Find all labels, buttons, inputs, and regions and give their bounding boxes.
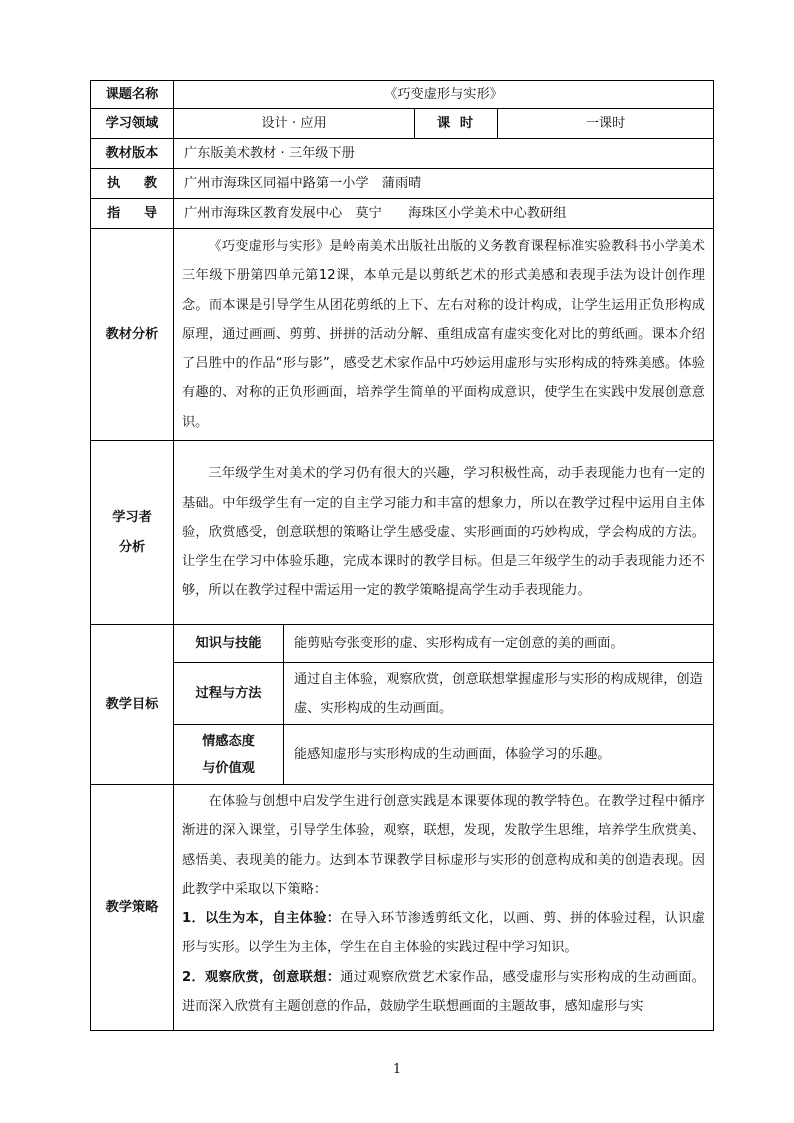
textbook-text: 《巧变虚形与实形》是岭南美术出版社出版的义务教育课程标准实验教科书小学美术三年级下册第四单元第12课，本单元是以剪纸艺术的形式美感和表现手法为设计创作理念。而本课是引导学生从团花剪纸的上下、左右对称的设计构成，让学生运用正负形构成原理，通过画画、剪剪、拼拼的活动分解、重组成富有虚实变化对比的剪纸画。课本介绍了吕胜中的作品“形与影”，感受艺术家作品中巧妙运用虚形与实形构成的特殊美感。体验有趣的、对称的正负形画面，培养学生简单的平面构成意识，使学生在实践中发展创意意识。: [182, 238, 705, 430]
row-edition: [91, 139, 714, 169]
row-goal-knowledge: [91, 625, 714, 663]
row-guide: [91, 199, 714, 229]
goal3-label: [174, 725, 284, 785]
goal2-text: 通过自主体验，观察欣赏，创意联想掌握虚形与实形的构成规律，创造虚、实形构成的生动画面。: [284, 663, 714, 725]
goal3-label-2: 与价值观: [202, 760, 255, 776]
goal3-label-1: 情感态度: [202, 733, 255, 749]
learner-label-1: 学习者: [112, 509, 152, 525]
goal1-label: 知识与技能: [174, 625, 284, 663]
row-goal-attitude: [91, 725, 714, 785]
goal2-label: 过程与方法: [174, 663, 284, 725]
goals-label: 教学目标: [91, 625, 174, 785]
teacher-value: 广州市海珠区同福中路第一小学 蒲雨晴: [174, 169, 714, 199]
goal1-text: 能剪贴夸张变形的虚、实形构成有一定创意的美的画面。: [284, 625, 714, 663]
strategy1-text: 在导入环节渗透剪纸文化，以画、剪、拼的体验过程，认识虚形与实形。以学生为主体，学生在自主体验的实践过程中学习知识。: [182, 911, 705, 956]
row-title: [91, 81, 714, 109]
edition-value: 广东版美术教材 · 三年级下册: [174, 139, 714, 169]
strategy-item-2: [182, 963, 705, 1022]
edition-label: 教材版本: [91, 139, 174, 169]
domain-value: 设计 · 应用: [174, 109, 415, 139]
goal3-text: 能感知虚形与实形构成的生动画面，体验学习的乐趣。: [284, 725, 714, 785]
strategy-cell: [174, 785, 714, 1031]
lesson-plan-table: [90, 80, 714, 1031]
strategy2-head: 2．观察欣赏，创意联想：: [182, 969, 341, 985]
learner-cell: [174, 441, 714, 625]
row-teacher: [91, 169, 714, 199]
strategy1-head: 1．以生为本，自主体验：: [182, 911, 341, 927]
domain-label: 学习领域: [91, 109, 174, 139]
learner-label-2: 分析: [118, 539, 146, 555]
textbook-cell: [174, 229, 714, 441]
teacher-label: [91, 169, 174, 199]
strategy2-text: 通过观察欣赏艺术家作品，感受虚形与实形构成的生动画面。进而深入欣赏有主题创意的作品，鼓励学生联想画面的主题故事，感知虚形与实: [182, 969, 705, 1015]
period-label-b: 时: [459, 115, 473, 131]
row-learner-analysis: [91, 441, 714, 625]
title-label: 课题名称: [91, 81, 174, 109]
period-value: 一课时: [498, 109, 714, 139]
guide-value: 广州市海珠区教育发展中心 莫宁 海珠区小学美术中心教研组: [174, 199, 714, 229]
row-strategy: [91, 785, 714, 1031]
strategy-label: 教学策略: [91, 785, 174, 1031]
strategy-intro: 在体验与创想中启发学生进行创意实践是本课要体现的教学特色。在教学过程中循序渐进的深入课堂，引导学生体验，观察，联想，发现，发散学生思维，培养学生欣赏美、感悟美、表现美的能力。达到本节课教学目标虚形与实形的创意构成和美的创造表现。因此教学中采取以下策略：: [182, 794, 705, 897]
title-value: 《巧变虚形与实形》: [174, 81, 714, 109]
textbook-label: 教材分析: [91, 229, 174, 441]
guide-label: [91, 199, 174, 229]
learner-text: 三年级学生对美术的学习仍有很大的兴趣，学习积极性高，动手表现能力也有一定的基础。中年级学生有一定的自主学习能力和丰富的想象力，所以在教学过程中运用自主体验，欣赏感受，创意联想的策略让学生感受虚、实形画面的巧妙构成，学会构成的方法。让学生在学习中体验乐趣，完成本课时的教学目标。但是三年级学生的动手表现能力还不够，所以在教学过程中需运用一定的教学策略提高学生动手表现能力。: [182, 466, 705, 599]
guide-label-b: 导: [143, 205, 157, 221]
strategy-item-1: [182, 904, 705, 963]
teacher-label-a: 执: [107, 175, 121, 191]
row-textbook-analysis: [91, 229, 714, 441]
page-number: 1: [392, 1062, 402, 1077]
row-domain: [91, 109, 714, 139]
period-label-a: 课: [437, 115, 451, 131]
learner-label: [91, 441, 174, 625]
teacher-label-b: 教: [143, 175, 157, 191]
period-label: [415, 109, 498, 139]
row-goal-process: [91, 663, 714, 725]
guide-label-a: 指: [107, 205, 121, 221]
